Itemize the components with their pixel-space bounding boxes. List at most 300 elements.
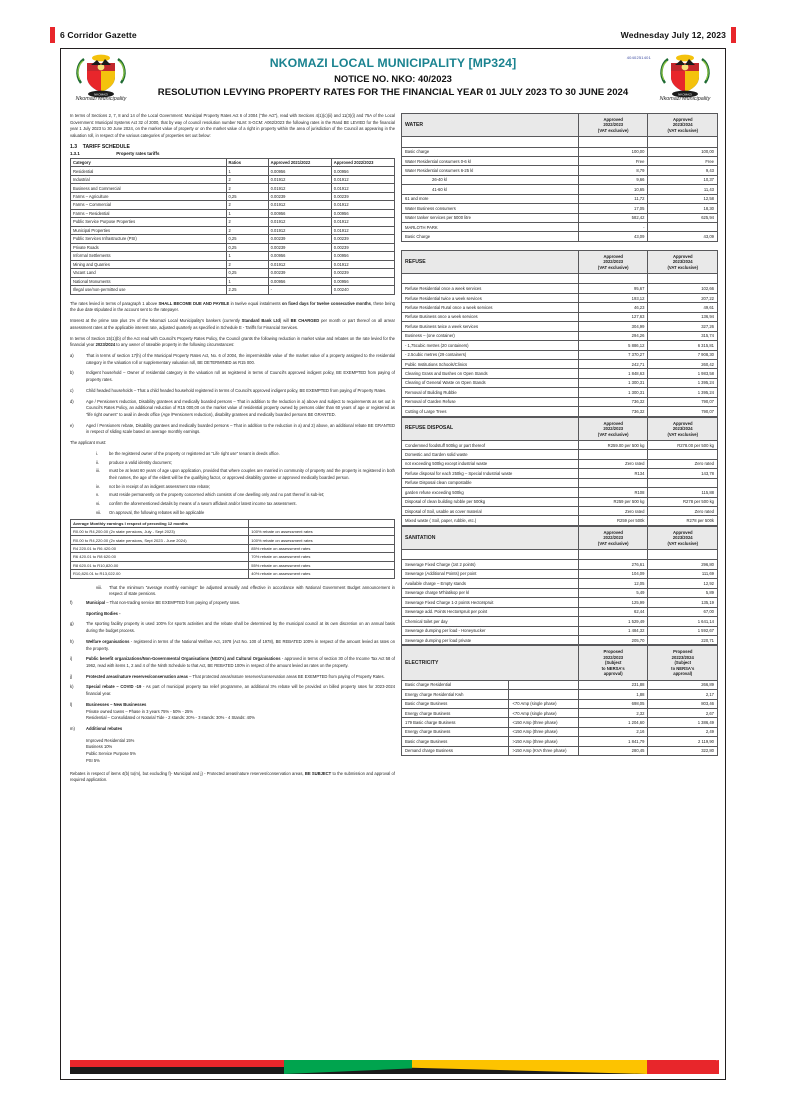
- municipal-crest-left-icon: [71, 53, 131, 107]
- list-text: Welfare organisations - registered in terms of the National Welfare Act, 1978 (Act No. 100 of 1978), BE REBATED 100% in respect of the amount levied as rates on the property.: [86, 638, 395, 651]
- rate-value: -: [268, 286, 331, 294]
- refuse-disposal-header-row: [402, 417, 718, 440]
- list-marker: ii.: [96, 459, 99, 465]
- table-row: [71, 218, 395, 226]
- additional-rebate-line: Public Service Purpose 5%: [86, 751, 136, 757]
- list-title: Special rebate – COVID -19: [86, 684, 142, 690]
- rebate-percent: 100% rebate on assessment rates: [249, 528, 395, 536]
- list-marker: h): [70, 638, 74, 644]
- running-head: [60, 27, 726, 43]
- water-title: WATER: [402, 114, 579, 137]
- sanitation-table-body: [402, 526, 718, 644]
- tariff-label: Business – (one container): [402, 331, 579, 340]
- refuse-tariff-table: [401, 250, 718, 417]
- tariff-value-2022: Zero rated: [578, 507, 648, 516]
- tariff-label: Disposal of clean building rubble per 500kg: [402, 497, 579, 506]
- resolution-title: RESOLUTION LEVYING PROPERTY RATES FOR THE FINANCIAL YEAR 01 JULY 2023 TO 30 JUNE 2024: [157, 86, 629, 98]
- electricity-col-2023: Proposed 20223/2024 (Subject to NERSA's approval): [648, 646, 718, 680]
- tariff-value-2023: 43,09: [648, 232, 718, 241]
- rate-value: 0.00956: [268, 167, 331, 175]
- subsection-number: 1.3.1: [70, 150, 80, 156]
- rate-ratio: 0,25: [226, 192, 268, 200]
- tariff-value-2023: 1 641,14: [648, 617, 718, 626]
- table-row: [402, 516, 718, 525]
- tariff-value-2022: R259 per 500k: [578, 516, 648, 525]
- tariff-value-2023: 100,00: [648, 147, 718, 156]
- tariff-value-2022: 12,05: [578, 579, 648, 588]
- tariff-value-2023: 12,58: [648, 194, 718, 203]
- tariff-value-2023: 10,37: [648, 175, 718, 184]
- tariff-value-2022: 95,67: [578, 284, 648, 293]
- rate-value: 0.00239: [268, 192, 331, 200]
- average-earnings-rebate-table: [70, 519, 395, 579]
- tariff-sublabel: [509, 690, 579, 699]
- rate-value: 0.01912: [268, 175, 331, 183]
- rate-category: Business and Commercial: [71, 184, 227, 192]
- rate-value: 0.00956: [331, 167, 394, 175]
- additional-rebates-marker: m): [70, 726, 75, 732]
- tariff-value-2022: R108: [578, 488, 648, 497]
- tariff-label: 61 and more: [402, 194, 579, 203]
- masthead: [61, 49, 725, 111]
- tariff-value-2023: 115,88: [648, 488, 718, 497]
- tariff-label: Water Business consumers: [402, 204, 579, 213]
- tariff-label: Chemical toilet per day: [402, 617, 579, 626]
- applicant-requirements-list: [96, 451, 395, 517]
- list-item: [96, 585, 395, 598]
- table-row: [402, 156, 718, 165]
- tariff-label: Refuse Residential twice a week services: [402, 293, 579, 302]
- list-item: [70, 399, 395, 419]
- businesses-line2: Residential – Consolidated or Notarial Tide - 2 stands: 20% - 3 stands: 30% - 4 Stands: 40%: [86, 715, 255, 721]
- list-marker: c): [70, 387, 74, 393]
- table-row: [71, 192, 395, 200]
- tariff-value-2023: [648, 450, 718, 459]
- list-text: confirm the aforementioned details by means of a sworn affidavit and/or latest income tax assessment.: [109, 501, 297, 507]
- water-col-2022: Approved 2022/2023 (VAT exclusive): [578, 114, 648, 137]
- clause-viii-list: [96, 585, 395, 598]
- tariff-label: Cutting of Large Trees: [402, 407, 579, 416]
- tariff-label: garden refuse exceeding 500kg: [402, 488, 579, 497]
- list-marker: vi.: [96, 501, 101, 507]
- electricity-tariff-table: [401, 645, 718, 756]
- table-row: [402, 607, 718, 616]
- list-item: [70, 726, 395, 765]
- table-row: [402, 185, 718, 194]
- tariff-label: Basic charge: [402, 147, 579, 156]
- tariff-sublabel: >150 Amp (KVA three phase): [509, 746, 579, 755]
- tariff-label: Condemned foodstuff 500kg or part thereof: [402, 440, 579, 449]
- tariff-sublabel: <70 Amp (single phase): [509, 699, 579, 708]
- table-row: [402, 459, 718, 468]
- table-header-row: [71, 158, 395, 166]
- rate-value: 0.00956: [268, 209, 331, 217]
- tariff-value-2022: 205,70: [578, 635, 648, 644]
- tariff-value-2022: 1,88: [578, 690, 648, 699]
- footer-color-bars: [62, 1058, 724, 1078]
- tariff-value-2022: Free: [578, 156, 648, 165]
- interest-paragraph: Interest at the prime rate plus 1% of the Nkomazi Local Municipality's bankers (currently Standard Bank Ltd) will BE CHARGED per month or part thereof on all arrear assessment rates at the applicable interest rate, adjusted quarterly as specified in Schedule E - Tariffs for Financial Services.: [70, 318, 395, 330]
- tariff-value-2022: -: [578, 223, 648, 232]
- rate-value: 0.01912: [331, 184, 394, 192]
- water-col-2023: Approved 2023/2024 (VAT exclusive): [648, 114, 718, 137]
- municipal-crest-right-icon: [655, 53, 715, 107]
- table-row: [402, 626, 718, 635]
- rate-ratio: 2: [226, 218, 268, 226]
- table-row: [402, 397, 718, 406]
- rate-value: 0.00239: [331, 243, 394, 251]
- tariff-value-2022: 276,61: [578, 560, 648, 569]
- list-text: Indigent household – Owner of residential category in the valuation roll as registered in terms of Council's approved indigent policy, BE EXEMPTED from paying of property rates.: [86, 370, 395, 383]
- rate-ratio: 1: [226, 167, 268, 175]
- tariff-value-2022: 1 484,32: [578, 626, 648, 635]
- rebate-percent: 70% rebate on assessment rates: [249, 553, 395, 561]
- list-item: [70, 600, 395, 607]
- rate-ratio: 2: [226, 260, 268, 268]
- rate-value: 0.01912: [268, 201, 331, 209]
- additional-rebate-line: Business 10%: [86, 744, 113, 750]
- businesses-marker: l): [70, 701, 73, 707]
- table-row: [71, 277, 395, 285]
- list-text: Child headed households – That a child headed household registered in terms of Council's approved indigent policy, BE EXEMPTED from paying of Property Rates.: [86, 387, 387, 393]
- list-marker: f): [70, 599, 73, 605]
- tariff-label: Mixed waste ( Soil, paper, rubble, etc.): [402, 516, 579, 525]
- table-row: [402, 718, 718, 727]
- table-row: [402, 635, 718, 644]
- electricity-col-2022: Proposed 2022/2023 (Subject to NERSA's approval): [578, 646, 648, 680]
- additional-rebate-line: Improved Residential 15%: [86, 737, 135, 743]
- table-row: [402, 388, 718, 397]
- col-approved-2022-2023: Approved 2022/2023: [331, 158, 394, 166]
- list-item: [70, 388, 395, 395]
- table-row: [71, 553, 395, 561]
- list-marker: iv.: [96, 483, 100, 489]
- tariff-label: Removal of Garden Refuse: [402, 397, 579, 406]
- list-text: be the registered owner of the property or registered as "Life right use" tenant in deeds office.: [109, 450, 280, 456]
- tariff-value-2022: 1 848,63: [578, 369, 648, 378]
- tariff-label: MARLOTH PARK: [402, 223, 579, 232]
- list-marker: e): [70, 422, 74, 428]
- rate-ratio: 2.25: [226, 286, 268, 294]
- tariff-value-2023: [648, 478, 718, 487]
- table-row: [402, 331, 718, 340]
- table-row: [402, 727, 718, 736]
- earnings-band: R10,820.01 to R13,022.00: [71, 570, 249, 578]
- tariff-value-2023: 11,43: [648, 185, 718, 194]
- list-text: [86, 611, 395, 618]
- notice-frame: [60, 48, 726, 1080]
- list-text: must be at least 60 years of age upon application, provided that where couples are married in community of property and the property is registered in both their names, the age of the eldest will be the qualifying factor, or approved disability grantee or approved medically boarded person.: [109, 468, 395, 480]
- tariff-value-2022: [578, 450, 648, 459]
- rate-value: 0.00239: [331, 235, 394, 243]
- rate-category: National Monuments: [71, 277, 227, 285]
- svg-text:NKOMAZI: NKOMAZI: [94, 92, 108, 97]
- list-item: [96, 451, 395, 458]
- tariff-value-2022: R259 per 500 kg: [578, 497, 648, 506]
- tariff-value-2022: 5,49: [578, 588, 648, 597]
- list-item: [70, 611, 395, 618]
- table-row: [402, 478, 718, 487]
- rebate-percent: 55% rebate on assessment rates: [249, 561, 395, 569]
- additional-rebates-title: Additional rebates: [86, 726, 123, 732]
- table-row: [71, 175, 395, 183]
- tariff-value-2022: 100,00: [578, 147, 648, 156]
- tariff-label: Water tanker services per 5000 litre: [402, 213, 579, 222]
- tariff-sublabel: <70 Amp (single phase): [509, 708, 579, 717]
- list-marker: i.: [96, 450, 99, 456]
- table-row: [71, 561, 395, 569]
- closing-paragraph: Rebates in respect of items 4(b) to(m), but excluding f)- Municipal and j) - Protected areas/nature reserves/conservation areas, BE SUBJECT to the submission and approval of required application.: [70, 770, 395, 783]
- tariff-value-2022: 698,05: [578, 699, 648, 708]
- tariff-value-2022: R259.00 per 500 kg: [578, 440, 648, 449]
- rate-value: 0.00239: [331, 192, 394, 200]
- table-row: [402, 598, 718, 607]
- tariff-label: Basic Charge: [402, 232, 579, 241]
- list-marker: j): [70, 673, 73, 679]
- list-item: [70, 639, 395, 652]
- list-marker: g): [70, 621, 74, 627]
- table-row: [402, 469, 718, 478]
- table-row: [402, 507, 718, 516]
- masthead-code: 4040251401: [626, 55, 651, 60]
- rate-value: 0.00239: [268, 269, 331, 277]
- rebate-percent: 40% rebate on assessment rates: [249, 570, 395, 578]
- tariff-label: Refuse Business once a week services: [402, 312, 579, 321]
- tariff-value-2023: 322,80: [648, 746, 718, 755]
- due-payable-paragraph: The rates levied in terms of paragraph 1 above SHALL BECOME DUE AND PAYBLE in twelve equal instalments on fixed days for twelve consecutive months, these being the due date stipulated in the account sent to the ratepayer.: [70, 300, 395, 313]
- rate-ratio: 1: [226, 277, 268, 285]
- rate-category: Residential: [71, 167, 227, 175]
- list-marker: i): [70, 656, 73, 662]
- tariff-value-2022: 280,45: [578, 746, 648, 755]
- intro-paragraph: In terms of Sections 2, 7, 8 and 14 of the Local Government: Municipal Property Rates Act 6 of 2004 ("the Act"), read with Sections 4(1)(c)(ii) and 11(3)(i) and 75A of the Local Government: Municipal Systems Act 32 of 2000, that by way of council resolution number NLM: S-GCM: A062/2023 the following rates in the Rand BE LEVIED for the financial year 1 July 2023 to 30 June 2024, on the market value of property or on the market value of a right in property within the area of jurisdiction of the Council as appearing in the valuation roll, in respect of the various categories of properties set out below:: [70, 113, 395, 139]
- rate-value: 0.00239: [268, 235, 331, 243]
- rate-value: 0.00239: [331, 269, 394, 277]
- tariff-value-2022: 1 204,60: [578, 718, 648, 727]
- tariff-value-2022: 11,72: [578, 194, 648, 203]
- table-row: [402, 194, 718, 203]
- list-title: Public benefit organizations/Non-Governmental Organisations (NGO's) and Cultural Organisations: [86, 656, 281, 662]
- tariff-label: Sewerage Fixed Charge (1st 2 points): [402, 560, 579, 569]
- tariff-value-2023: R278 per 500 kg: [648, 497, 718, 506]
- refuse-disposal-col-2022: Approved 2022/2023 (VAT exclusive): [578, 417, 648, 440]
- table-row: [71, 184, 395, 192]
- tariff-value-2023: [648, 223, 718, 232]
- tariff-value-2023: 220,71: [648, 635, 718, 644]
- rate-category: Municipal Properties: [71, 226, 227, 234]
- tariff-value-2023: 102,66: [648, 284, 718, 293]
- list-text: That the minimum "average monthly earnings" be adjusted annually and effective in accordance with National Government Budget announcement in respect of state pensions.: [109, 584, 395, 597]
- rate-ratio: 0,25: [226, 243, 268, 251]
- tariff-value-2023: 790,07: [648, 397, 718, 406]
- tariff-value-2023: Zero rated: [648, 459, 718, 468]
- refuse-disposal-tariff-table: [401, 417, 718, 526]
- tariff-label: Disposal of Soil, usable as cover material: [402, 507, 579, 516]
- tariff-value-2023: 2,49: [648, 727, 718, 736]
- red-tick-right: [731, 27, 736, 43]
- tariff-value-2022: R134: [578, 469, 648, 478]
- rate-value: 0.01912: [331, 201, 394, 209]
- tariff-label: Available charge – Empty stands: [402, 579, 579, 588]
- tariff-value-2022: 1 300,31: [578, 388, 648, 397]
- rate-ratio: 2: [226, 175, 268, 183]
- list-marker: iii.: [96, 468, 100, 474]
- tariff-label: Sewerage dumping per load - Honeysucker: [402, 626, 579, 635]
- rate-value: 0.00239: [268, 243, 331, 251]
- table-row: [402, 359, 718, 368]
- refuse-disposal-title: REFUSE DISPOSAL: [402, 417, 579, 440]
- list-item: [96, 484, 395, 491]
- rate-value: 0.01912: [331, 175, 394, 183]
- sanitation-tariff-table: [401, 526, 718, 645]
- rebate-header-right: [249, 519, 395, 527]
- refuse-col-2023: Approved 2023/2024 (VAT exclusive): [648, 250, 718, 273]
- list-item: [70, 702, 395, 722]
- tariff-value-2023: 18,30: [648, 204, 718, 213]
- tariff-label: Water Residential consumers 6-25 kl: [402, 166, 579, 175]
- tariff-value-2023: 49,61: [648, 303, 718, 312]
- tariff-label: Energy charge Business: [402, 727, 509, 736]
- tariff-sublabel: [509, 680, 579, 689]
- table-row: [402, 488, 718, 497]
- table-row: [402, 293, 718, 302]
- tariff-value-2023: 1 386,49: [648, 718, 718, 727]
- table-row: [402, 699, 718, 708]
- table-row: [402, 579, 718, 588]
- electricity-title: ELECTRICITY: [402, 646, 579, 680]
- list-item: [70, 674, 395, 681]
- tariff-label: - 1,75cubic metres (20 containers): [402, 341, 579, 350]
- tariff-sublabel: >150 Amp (three phase): [509, 737, 579, 746]
- tariff-value-2022: Zero rated: [578, 459, 648, 468]
- list-marker: a): [70, 352, 74, 358]
- refuse-disposal-table-body: [402, 417, 718, 525]
- table-row: [402, 175, 718, 184]
- electricity-header-row: [402, 646, 718, 680]
- rate-value: 0.00956: [331, 277, 394, 285]
- tariff-value-2023: 207,22: [648, 293, 718, 302]
- tariff-label: Refuse Business twice a week services: [402, 322, 579, 331]
- table-row: [71, 544, 395, 552]
- list-item: [96, 460, 395, 467]
- sanitation-header-row: [402, 526, 718, 549]
- table-row: [402, 232, 718, 241]
- tariff-label: Sewerage charge M'hlatikop per kl: [402, 588, 579, 597]
- gazette-date: Wednesday July 12, 2023: [620, 30, 726, 40]
- list-item: [70, 353, 395, 366]
- col-category: Category: [71, 158, 227, 166]
- list-title: Municipal: [86, 599, 106, 605]
- tariff-value-2023: 67,00: [648, 607, 718, 616]
- rate-value: 0.01912: [331, 260, 394, 268]
- rate-value: 0.00956: [268, 252, 331, 260]
- tariff-label: Basic charge Business: [402, 699, 509, 708]
- tariff-value-2023: 6 315,81: [648, 341, 718, 350]
- businesses-clause: [70, 702, 395, 765]
- tariff-label: Clearing of General Waste on Open Stands: [402, 378, 579, 387]
- tariff-value-2022: 294,26: [578, 331, 648, 340]
- rate-category: Informal Settlements: [71, 252, 227, 260]
- table-row: [71, 260, 395, 268]
- table-row: [71, 201, 395, 209]
- table-row: [402, 213, 718, 222]
- rate-category: Farms – Commercial: [71, 201, 227, 209]
- list-text: Special rebate – COVID -19 - As part of municipal property tax relief programme, an additional 3% rebate will be provided on billed property rates for 2023-2024 financial year.: [86, 684, 395, 697]
- tariff-label: 179 Basic charge Business: [402, 718, 509, 727]
- refuse-disposal-col-2023: Approved 2023/2024 (VAT exclusive): [648, 417, 718, 440]
- tariff-label: not exceeding 500kg except industrial waste: [402, 459, 579, 468]
- list-item: [70, 656, 395, 669]
- table-row: [402, 166, 718, 175]
- tariff-label: Water Residential consumers 0-6 kl: [402, 156, 579, 165]
- tariff-value-2022: 104,09: [578, 569, 648, 578]
- tariff-schedule-heading: [70, 144, 395, 150]
- table-row: [402, 407, 718, 416]
- tariff-value-2023: 790,07: [648, 407, 718, 416]
- tariff-label: Basic charge Residential: [402, 680, 509, 689]
- rate-category: Vacant Land: [71, 269, 227, 277]
- tariff-value-2022: 193,12: [578, 293, 648, 302]
- tariff-value-2023: 315,74: [648, 331, 718, 340]
- table-row: [402, 350, 718, 359]
- rate-category: Industrial: [71, 175, 227, 183]
- tariff-value-2022: 127,63: [578, 312, 648, 321]
- table-row: [402, 440, 718, 449]
- list-title: Sporting Bodies -: [86, 610, 121, 616]
- sanitation-col-2022: Approved 2022/2023 (VAT exclusive): [578, 526, 648, 549]
- rate-value: 0.01912: [268, 226, 331, 234]
- tariff-value-2022: 62,44: [578, 607, 648, 616]
- tariff-label: Sewerage (Additional Points) per point: [402, 569, 579, 578]
- earnings-band: R4 220.01 to R6 420.00: [71, 544, 249, 552]
- rate-ratio: 0,25: [226, 269, 268, 277]
- tariff-value-2023: 1 592,67: [648, 626, 718, 635]
- list-text: Age / Pensioners reduction, Disability grantees and medically boarded persons – That in addition to the reduction in a) above and subject to requirements as set out in Council's Rates Policy, an additional reduction of R15 000,00 on the market value of residential property owned by persons older than 60 years of age or registered as "life right owners" to avail in deeds office (Age /Pensioners reduction), disability grantees and medically boarded persons BE GRANTED.: [86, 398, 395, 417]
- table-row: [402, 284, 718, 293]
- tariff-value-2023: 2,17: [648, 690, 718, 699]
- masthead-text: [139, 56, 647, 98]
- table-row: [402, 369, 718, 378]
- list-text: Protected areas/nature reserves/conservation areas – That protected areas/nature reserves/conservation areas BE EXEMPTED from paying of Property Rates.: [86, 673, 385, 679]
- table-row: [402, 204, 718, 213]
- sanitation-title: SANITATION: [402, 526, 579, 549]
- tariff-value-2022: 736,32: [578, 407, 648, 416]
- rebate-table-body: [71, 519, 395, 578]
- table-row: [402, 617, 718, 626]
- tariff-sublabel: <150 Amp (three phase): [509, 727, 579, 736]
- reduction-paragraph: In terms of Section 15(1)(b) of the Act read with Council's Property Rates Policy, the Council grants the following reduction in market value and rebates on the rate levied for the financial year 2023/2024 to any owner of rateable property in the following circumstances:: [70, 335, 395, 348]
- rates-table-body: [71, 167, 395, 294]
- table-row: [402, 223, 718, 232]
- tariff-value-2023: R278.00 per 500 kg: [648, 440, 718, 449]
- list-item: [70, 423, 395, 436]
- left-column: [70, 113, 395, 1055]
- list-text: must reside permanently on the property concerned which consists of one dwelling only and no part thereof is sub-let;: [109, 492, 325, 498]
- rate-value: 0.01912: [268, 184, 331, 192]
- rate-value: 0.00956: [268, 277, 331, 285]
- additional-rebates-lines: [86, 738, 395, 765]
- rate-category: Public Service Purpose Properties: [71, 218, 227, 226]
- refuse-table-body: [402, 250, 718, 416]
- spacer-row: [402, 274, 718, 284]
- gazette-page-label: 6 Corridor Gazette: [60, 30, 137, 40]
- list-item: [70, 621, 395, 634]
- table-row: [71, 570, 395, 578]
- tariff-value-2022: 1 300,31: [578, 378, 648, 387]
- list-text: produce a valid identity document;: [109, 459, 172, 465]
- table-row: [71, 209, 395, 217]
- rate-ratio: 2: [226, 226, 268, 234]
